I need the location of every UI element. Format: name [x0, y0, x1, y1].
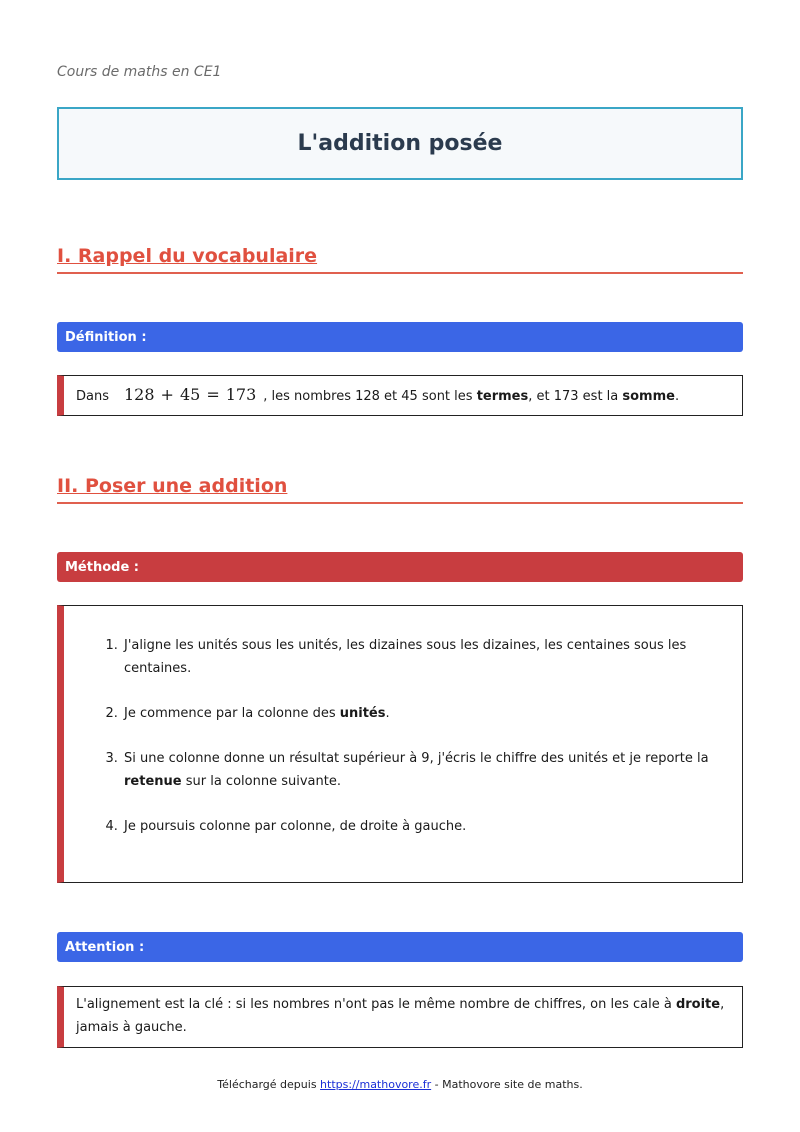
footer — [57, 1078, 743, 1091]
attention-box — [57, 986, 743, 1048]
attention-text-end: , jamais à gauche. — [76, 997, 725, 1035]
section-title-text: II. Poser une addition — [57, 475, 288, 497]
course-subtitle: Cours de maths en CE1 — [57, 64, 222, 80]
definition-box — [57, 375, 743, 416]
definition-text-2: , et 173 est la — [528, 389, 623, 404]
step-text: Je commence par la colonne des — [124, 706, 340, 721]
method-bar: Méthode : — [57, 552, 743, 582]
footer-prefix: Téléchargé depuis — [217, 1078, 321, 1091]
definition-bold-termes: termes — [476, 389, 529, 404]
list-item — [122, 702, 722, 725]
step-text: . — [385, 706, 390, 721]
section-title-text: I. Rappel du vocabulaire — [57, 245, 318, 267]
method-steps — [92, 634, 722, 838]
math-sum: 173 — [225, 385, 257, 404]
definition-bar: Définition : — [57, 322, 743, 352]
attention-text: L'alignement est la clé : si les nombres n'ont pas le même nombre de chiffres, on les cale à — [76, 997, 676, 1012]
method-box — [57, 605, 743, 883]
title-box — [57, 107, 743, 180]
footer-link[interactable]: https://mathovore.fr — [320, 1078, 432, 1091]
attention-bold: droite — [675, 997, 721, 1012]
step-text: sur la colonne suivante. — [181, 774, 341, 789]
step-bold: unités — [339, 706, 386, 721]
math-term-a: 128 — [124, 385, 155, 404]
math-term-b: 45 — [179, 385, 201, 404]
definition-text — [76, 383, 679, 408]
list-item — [122, 747, 722, 793]
definition-text-1: , les nombres 128 et 45 sont les — [263, 389, 477, 404]
step-text: Je poursuis colonne par colonne, de droite à gauche. — [124, 819, 467, 834]
attention-bar: Attention : — [57, 932, 743, 962]
section-heading-poser — [57, 475, 743, 504]
step-text: J'aligne les unités sous les unités, les dizaines sous les dizaines, les centaines sous les centaines. — [124, 638, 687, 676]
footer-suffix: - Mathovore site de maths. — [431, 1078, 583, 1091]
step-text: Si une colonne donne un résultat supérieur à 9, j'écris le chiffre des unités et je reporte la — [124, 751, 709, 766]
section-heading-vocabulaire — [57, 245, 743, 274]
step-bold: retenue — [124, 774, 182, 789]
list-item — [122, 815, 722, 838]
definition-text-3: . — [674, 389, 680, 404]
math-plus: + — [160, 385, 174, 404]
math-equals: = — [206, 385, 220, 404]
page-title: L'addition posée — [297, 131, 503, 156]
math-expression — [121, 385, 259, 404]
definition-bold-somme: somme — [622, 389, 675, 404]
definition-prefix: Dans — [76, 389, 109, 404]
list-item — [122, 634, 722, 680]
